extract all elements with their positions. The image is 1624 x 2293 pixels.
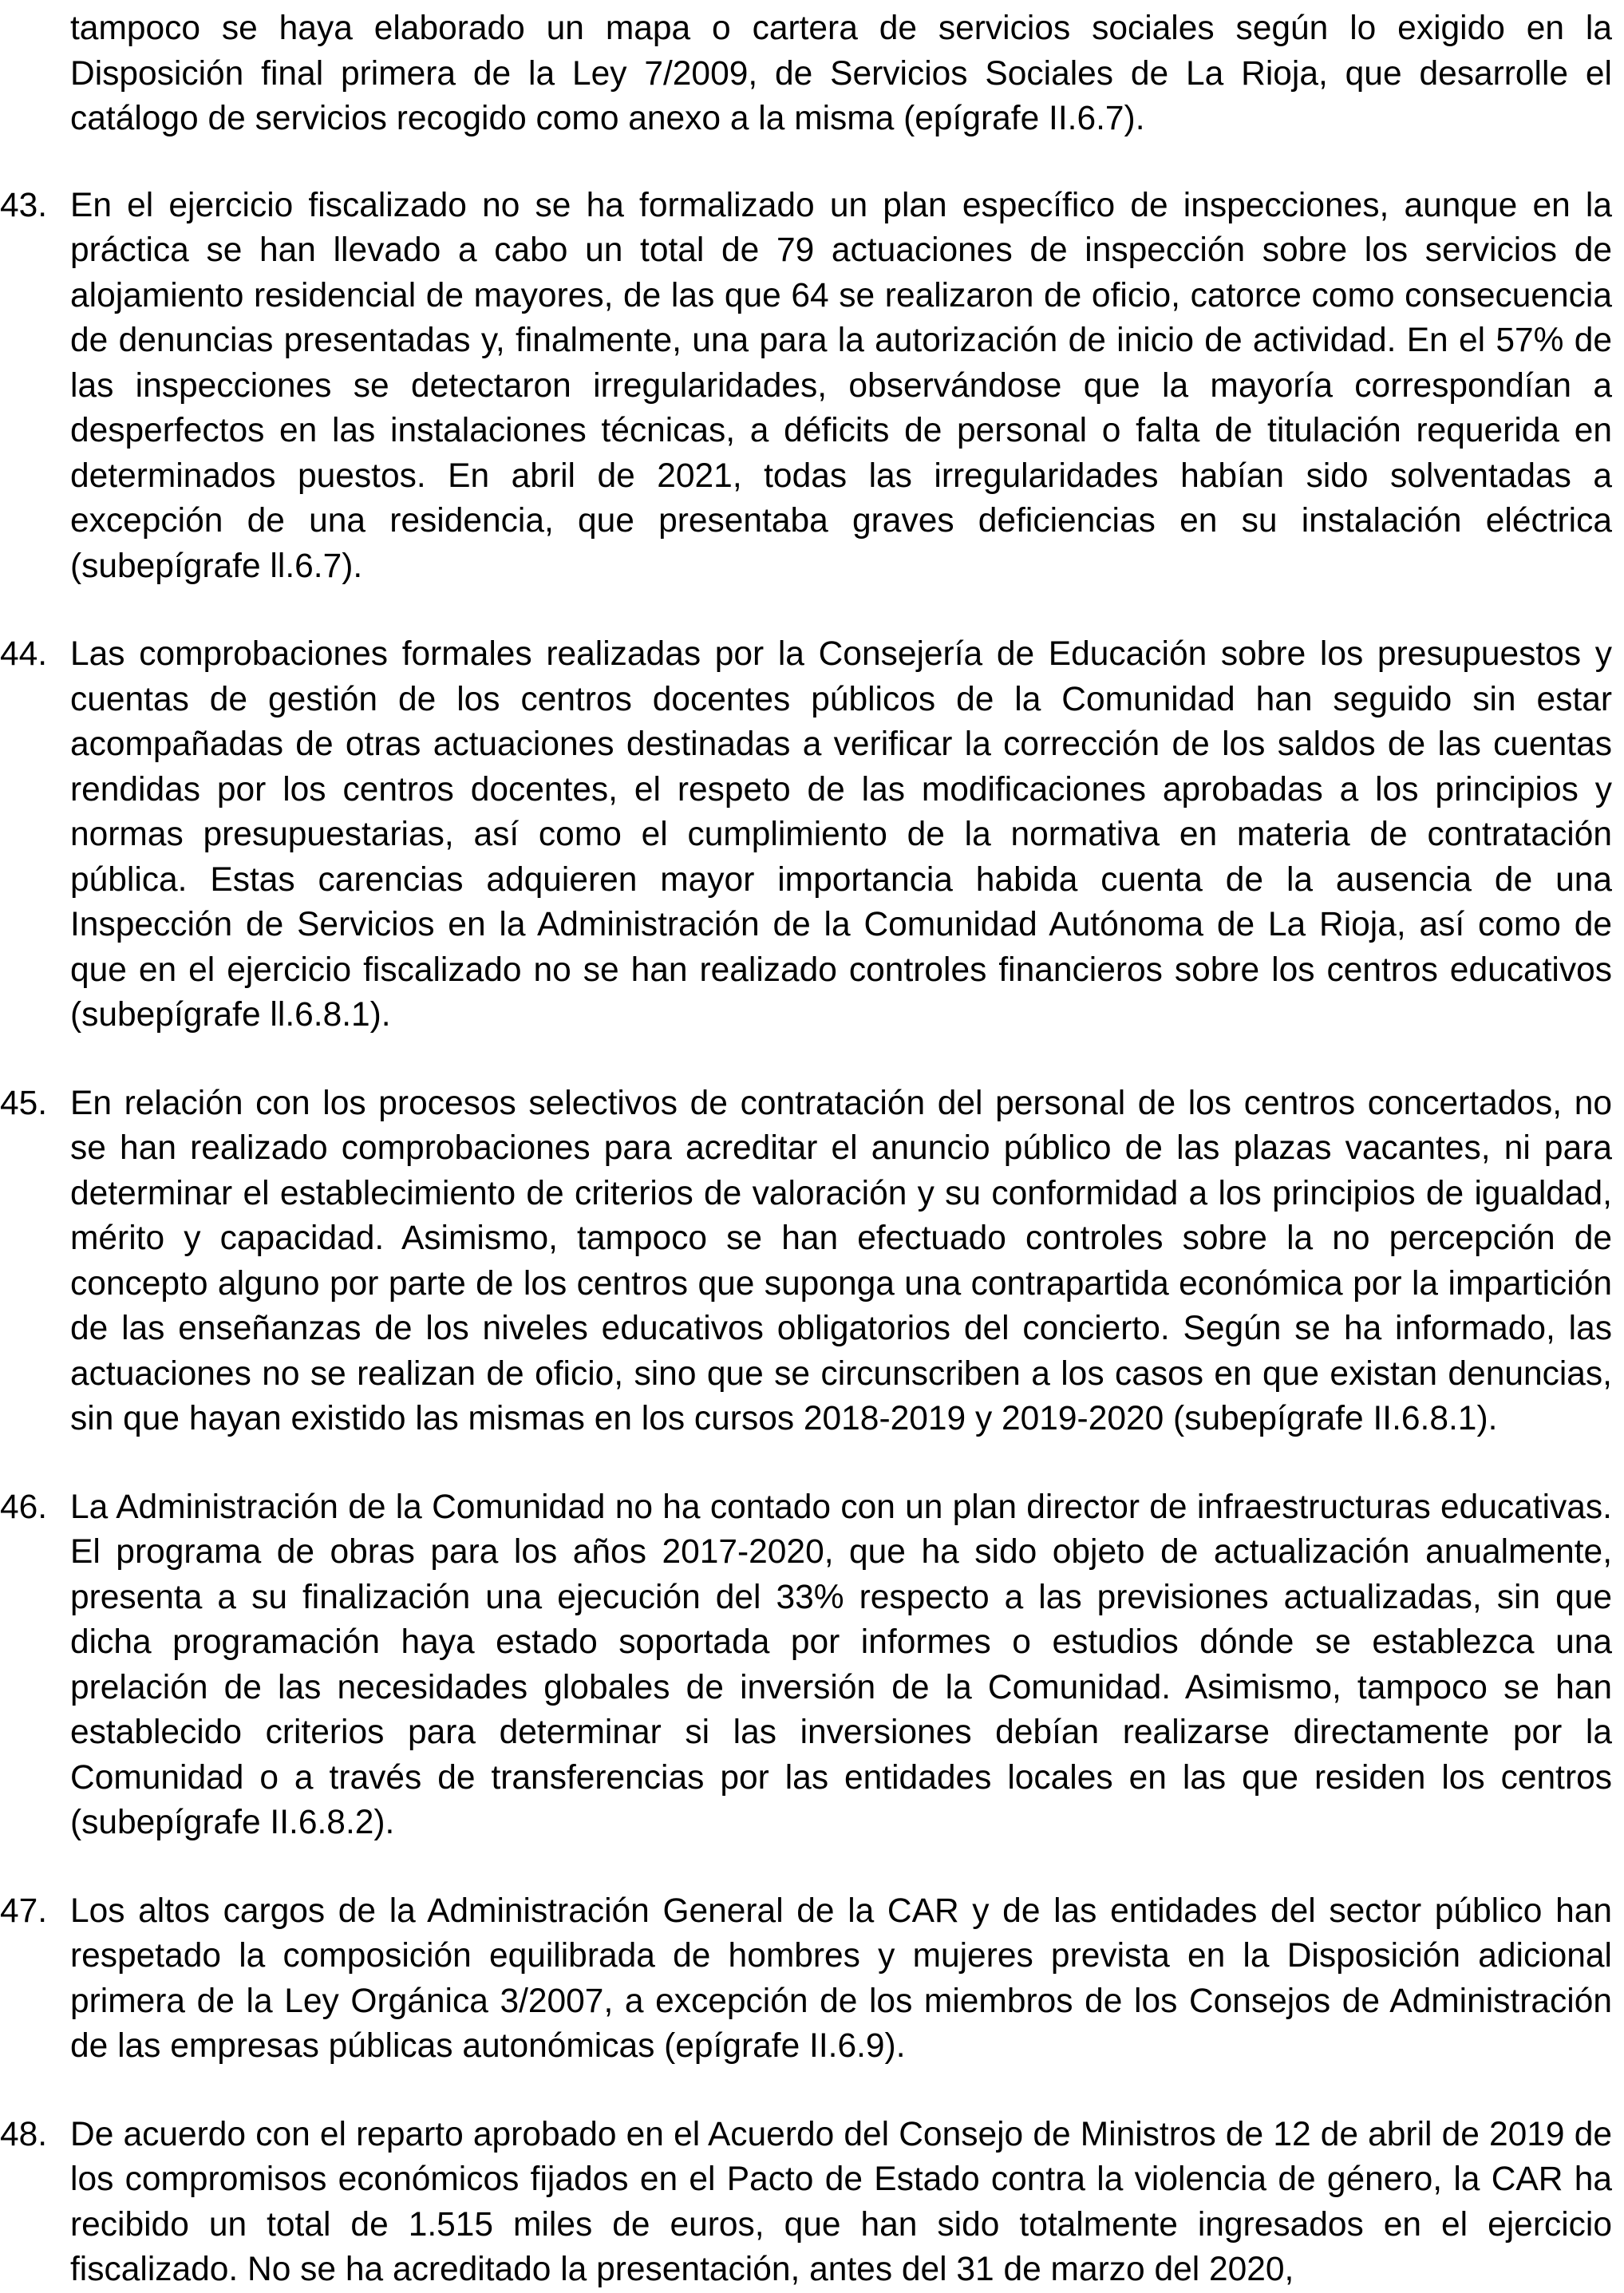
numbered-paragraph-43 bbox=[0, 184, 1612, 590]
paragraph-number: 48. bbox=[0, 2115, 48, 2153]
numbered-paragraph-45 bbox=[0, 1081, 1612, 1442]
numbered-paragraph-46 bbox=[0, 1485, 1612, 1846]
paragraph-text: Los altos cargos de la Administración General de la CAR y de las entidades del sector público han respetado la composición equilibrada de hombres y mujeres prevista en la Disposición adicional primera de la Ley Orgánica 3/2007, a excepción de los miembros de los Consejos de Administración de las empresas públicas autonómicas (epígrafe II.6.9). bbox=[70, 1892, 1612, 2065]
paragraph-text: La Administración de la Comunidad no ha contado con un plan director de infraestructuras educativas. El programa de obras para los años 2017-2020, que ha sido objeto de actualización anualmente, presenta a su finalización una ejecución del 33% respecto a las previsiones actualizadas, sin que dicha programación haya estado soportada por informes o estudios dónde se establezca una prelación de las necesidades globales de inversión de la Comunidad. Asimismo, tampoco se han establecido criterios para determinar si las inversiones debían realizarse directamente por la Comunidad o a través de transferencias por las entidades locales en las que residen los centros (subepígrafe II.6.8.2). bbox=[70, 1488, 1612, 1841]
paragraph-text: Las comprobaciones formales realizadas por la Consejería de Educación sobre los presupuestos y cuentas de gestión de los centros docentes públicos de la Comunidad han seguido sin estar acompañadas de otras actuaciones destinadas a verificar la corrección de los saldos de las cuentas rendidas por los centros docentes, el respeto de las modificaciones aprobadas a los principios y normas presupuestarias, así como el cumplimiento de la normativa en materia de contratación pública. Estas carencias adquieren mayor importancia habida cuenta de la ausencia de una Inspección de Servicios en la Administración de la Comunidad Autónoma de La Rioja, así como de que en el ejercicio fiscalizado no se han realizado controles financieros sobre los centros educativos (subepígrafe ll.6.8.1). bbox=[70, 635, 1612, 1034]
numbered-paragraph-44 bbox=[0, 632, 1612, 1038]
paragraph-number: 46. bbox=[0, 1488, 48, 1526]
paragraph-number: 45. bbox=[0, 1084, 48, 1122]
numbered-paragraph-47 bbox=[0, 1889, 1612, 2070]
paragraph-text: De acuerdo con el reparto aprobado en el Acuerdo del Consejo de Ministros de 12 de abril de 2019 de los compromisos económicos fijados en el Pacto de Estado contra la violencia de género, la CAR ha recibido un total de 1.515 miles de euros, que han sido totalmente ingresados en el ejercicio fiscalizado. No se ha acreditado la presentación, antes del 31 de marzo del 2020, bbox=[70, 2115, 1612, 2288]
paragraph-number: 47. bbox=[0, 1892, 48, 1930]
paragraph-number: 43. bbox=[0, 186, 48, 224]
numbered-paragraph-48 bbox=[0, 2113, 1612, 2293]
paragraph-text: En el ejercicio fiscalizado no se ha formalizado un plan específico de inspecciones, aunque en la práctica se han llevado a cabo un total de 79 actuaciones de inspección sobre los servicios de alojamiento residencial de mayores, de las que 64 se realizaron de oficio, catorce como consecuencia de denuncias presentadas y, finalmente, una para la autorización de inicio de actividad. En el 57% de las inspecciones se detectaron irregularidades, observándose que la mayoría correspondían a desperfectos en las instalaciones técnicas, a déficits de personal o falta de titulación requerida en determinados puestos. En abril de 2021, todas las irregularidades habían sido solventadas a excepción de una residencia, que presentaba graves deficiencias en su instalación eléctrica (subepígrafe ll.6.7). bbox=[70, 186, 1612, 585]
paragraph-text: En relación con los procesos selectivos de contratación del personal de los centros concertados, no se han realizado comprobaciones para acreditar el anuncio público de las plazas vacantes, ni para determinar el establecimiento de criterios de valoración y su conformidad a los principios de igualdad, mérito y capacidad. Asimismo, tampoco se han efectuado controles sobre la no percepción de concepto alguno por parte de los centros que suponga una contrapartida económica por la impartición de las enseñanzas de los niveles educativos obligatorios del concierto. Según se ha informado, las actuaciones no se realizan de oficio, sino que se circunscriben a los casos en que existan denuncias, sin que hayan existido las mismas en los cursos 2018-2019 y 2019-2020 (subepígrafe II.6.8.1). bbox=[70, 1084, 1612, 1437]
continuation-paragraph: tampoco se haya elaborado un mapa o cartera de servicios sociales según lo exigido en la Disposición final primera de la Ley 7/2009, de Servicios Sociales de La Rioja, que desarrolle el catálogo de servicios recogido como anexo a la misma (epígrafe II.6.7). bbox=[70, 10, 1612, 137]
paragraph-number: 44. bbox=[0, 635, 48, 673]
